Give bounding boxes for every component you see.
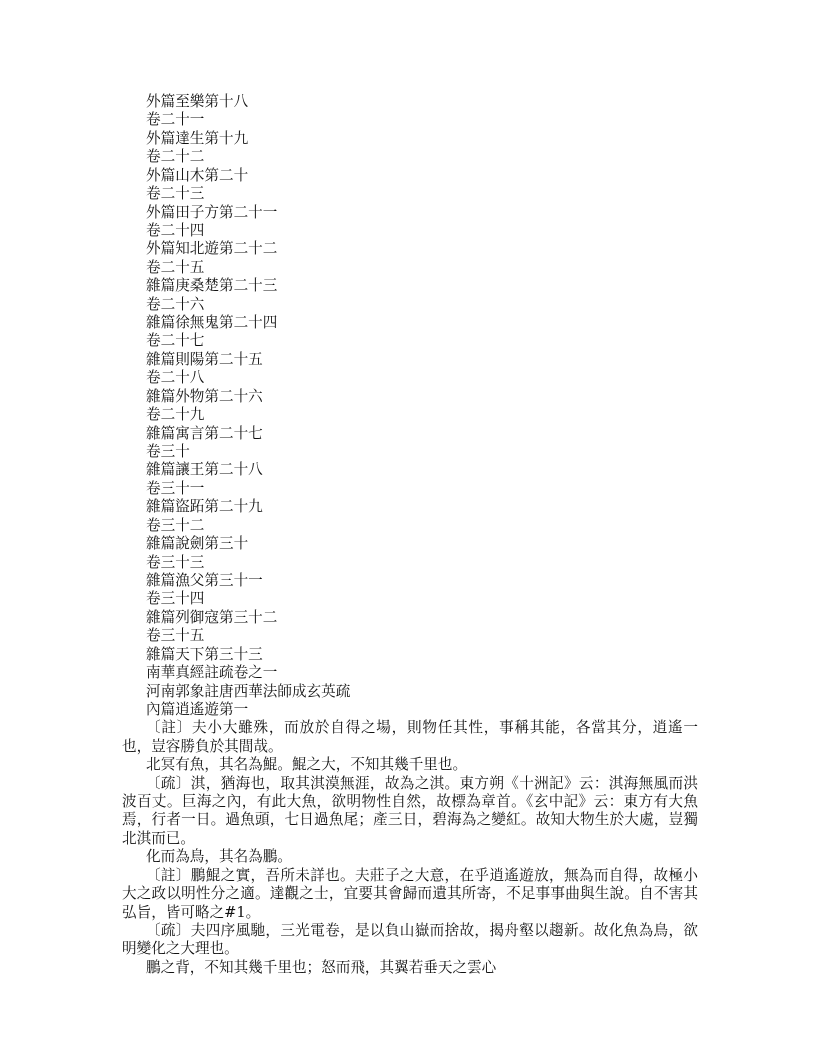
paragraph: 北冥有魚，其名為鯤。鯤之大，不知其幾千里也。 bbox=[146, 756, 468, 774]
toc-line: 卷二十二 bbox=[146, 148, 205, 166]
paragraph: 〔疏〕夫四序風馳，三光電卷，是以負山嶽而捨故，揭舟壑以趨新。故化魚為鳥，欲明變化之大理也。 bbox=[122, 921, 698, 958]
toc-line: 卷二十五 bbox=[146, 258, 205, 276]
table-of-contents bbox=[122, 93, 698, 719]
toc-line: 卷三十二 bbox=[146, 516, 205, 534]
toc-line: 雜篇寓言第二十七 bbox=[146, 424, 263, 442]
toc-line: 外篇達生第十九 bbox=[146, 129, 249, 147]
toc-line: 雜篇徐無鬼第二十四 bbox=[146, 314, 278, 332]
toc-line: 外篇至樂第十八 bbox=[146, 93, 249, 110]
toc-line: 雜篇則陽第二十五 bbox=[146, 350, 263, 368]
toc-line: 卷三十三 bbox=[146, 553, 205, 571]
paragraph: 鵬之背，不知其幾千里也；怒而飛，其翼若垂天之雲心 bbox=[146, 958, 497, 976]
toc-line: 卷三十一 bbox=[146, 479, 205, 497]
toc-line: 卷三十五 bbox=[146, 627, 205, 645]
toc-line: 雜篇列御寇第三十二 bbox=[146, 608, 278, 626]
document-page bbox=[122, 93, 698, 977]
toc-line: 內篇逍遙遊第一 bbox=[146, 700, 249, 718]
toc-line: 卷二十六 bbox=[146, 295, 205, 313]
toc-line: 卷二十四 bbox=[146, 221, 205, 239]
toc-line: 卷二十一 bbox=[146, 111, 205, 129]
toc-line: 雜篇天下第三十三 bbox=[146, 645, 263, 663]
toc-line: 卷二十九 bbox=[146, 406, 205, 424]
toc-line: 雜篇說劍第三十 bbox=[146, 535, 249, 553]
toc-line: 河南郭象註唐西華法師成玄英疏 bbox=[146, 682, 351, 700]
body-text bbox=[122, 719, 698, 977]
toc-line: 卷三十 bbox=[146, 443, 190, 461]
toc-line: 卷二十三 bbox=[146, 185, 205, 203]
paragraph: 化而為鳥，其名為鵬。 bbox=[146, 848, 292, 866]
toc-line: 雜篇盜跖第二十九 bbox=[146, 498, 263, 516]
toc-line: 雜篇庚桑楚第二十三 bbox=[146, 277, 278, 295]
toc-line: 卷二十七 bbox=[146, 332, 205, 350]
paragraph: 〔疏〕淇，猶海也，取其淇漠無涯，故為之淇。東方朔《十洲記》云：淇海無風而洪波百丈。巨海之內，有此大魚，欲明物性自然，故標為章首。《玄中記》云：東方有大魚焉，行者一日。過魚頭，七日過魚尾；產三日，碧海為之變紅。故知大物生於大處，豈獨北淇而已。 bbox=[122, 774, 698, 847]
toc-line: 卷二十八 bbox=[146, 369, 205, 387]
toc-line: 雜篇外物第二十六 bbox=[146, 387, 263, 405]
toc-line: 外篇山木第二十 bbox=[146, 166, 249, 184]
paragraph: 〔註〕鵬鯤之實，吾所未詳也。夫莊子之大意，在乎逍遙遊放，無為而自得，故極小大之政以明性分之適。達觀之士，宜要其會歸而遺其所寄，不足事事曲與生說。自不害其弘旨，皆可略之#1。 bbox=[122, 866, 698, 921]
toc-line: 卷三十四 bbox=[146, 590, 205, 608]
paragraph: 〔註〕夫小大雖殊，而放於自得之場，則物任其性，事稱其能，各當其分，逍遙一也，豈容勝負於其間哉。 bbox=[122, 719, 698, 755]
toc-line: 外篇田子方第二十一 bbox=[146, 203, 278, 221]
toc-line: 外篇知北遊第二十二 bbox=[146, 240, 278, 258]
toc-line: 雜篇漁父第三十一 bbox=[146, 571, 263, 589]
toc-line: 南華真經註疏卷之一 bbox=[146, 664, 278, 682]
toc-line: 雜篇讓王第二十八 bbox=[146, 461, 263, 479]
